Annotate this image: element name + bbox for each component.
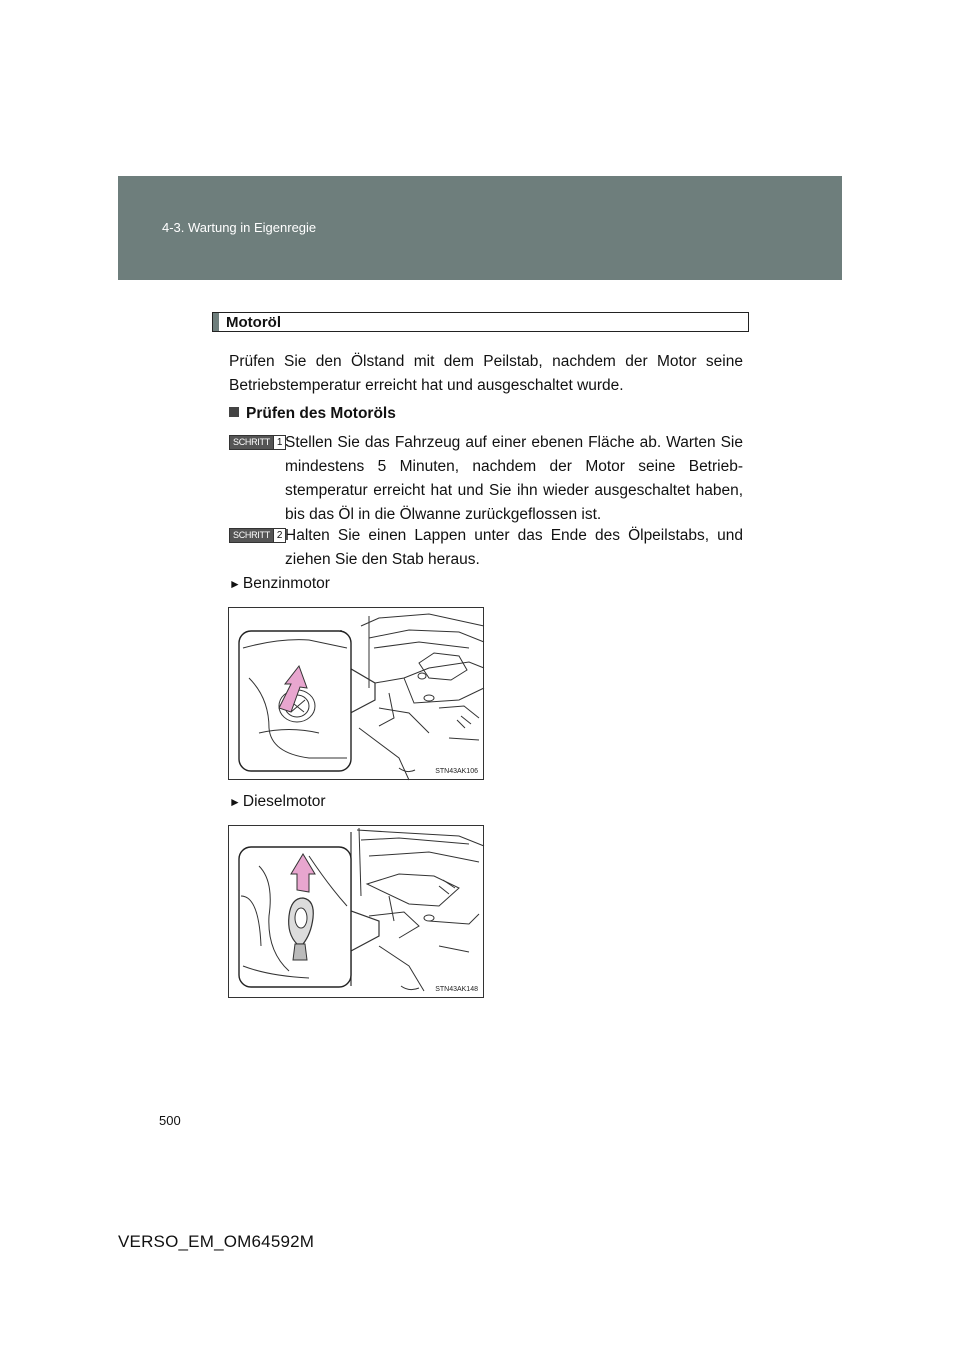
figure-code: STN43AK106: [435, 768, 478, 775]
section-title: Motoröl: [226, 314, 281, 331]
triangle-marker-icon: ►: [229, 577, 241, 591]
section-breadcrumb: 4-3. Wartung in Eigenregie: [162, 220, 317, 235]
variant-benzin: [229, 575, 330, 593]
page-number: 500: [159, 1113, 181, 1128]
subheading: [229, 405, 396, 423]
step-text: Halten Sie einen Lappen unter das Ende des Ölpeilstabs, und ziehen Sie den Stab heraus.: [285, 527, 743, 568]
step-badge-number: 2: [273, 529, 286, 542]
section-title-bar: [213, 313, 219, 331]
figure-dieselmotor: [228, 825, 484, 998]
step-badge: [229, 435, 286, 450]
step-1: [229, 431, 743, 527]
square-bullet-icon: [229, 407, 239, 417]
subheading-text: Prüfen des Motoröls: [246, 405, 396, 422]
figure-benzinmotor: [228, 607, 484, 780]
figure-code: STN43AK148: [435, 986, 478, 993]
intro-paragraph: Prüfen Sie den Ölstand mit dem Peilstab, nachdem der Motor seine Betriebstemperatur erreicht hat und ausgeschaltet wurde.: [229, 353, 743, 394]
step-badge-word: SCHRITT: [230, 436, 273, 449]
section-title-box: [212, 312, 749, 332]
step-badge-number: 1: [273, 436, 286, 449]
header-band: [118, 176, 842, 280]
variant-diesel: [229, 793, 326, 811]
engine-illustration: [229, 608, 485, 781]
step-2: [229, 524, 743, 572]
step-text: Stellen Sie das Fahrzeug auf einer ebenen Fläche ab. Warten Sie mindestens 5 Minuten, nachdem der Motor seine Betrieb-stemperatur erreicht hat und Sie ihn wieder ausgeschaltet haben, bis das Öl in die Ölwanne zurückgeflossen ist.: [285, 434, 743, 523]
variant-label: Dieselmotor: [242, 793, 326, 810]
footer-document-code: VERSO_EM_OM64592M: [118, 1232, 315, 1251]
triangle-marker-icon: ►: [229, 795, 241, 809]
variant-label: Benzinmotor: [242, 575, 330, 592]
step-badge: [229, 528, 286, 543]
step-badge-word: SCHRITT: [230, 529, 273, 542]
engine-illustration: [229, 826, 485, 999]
